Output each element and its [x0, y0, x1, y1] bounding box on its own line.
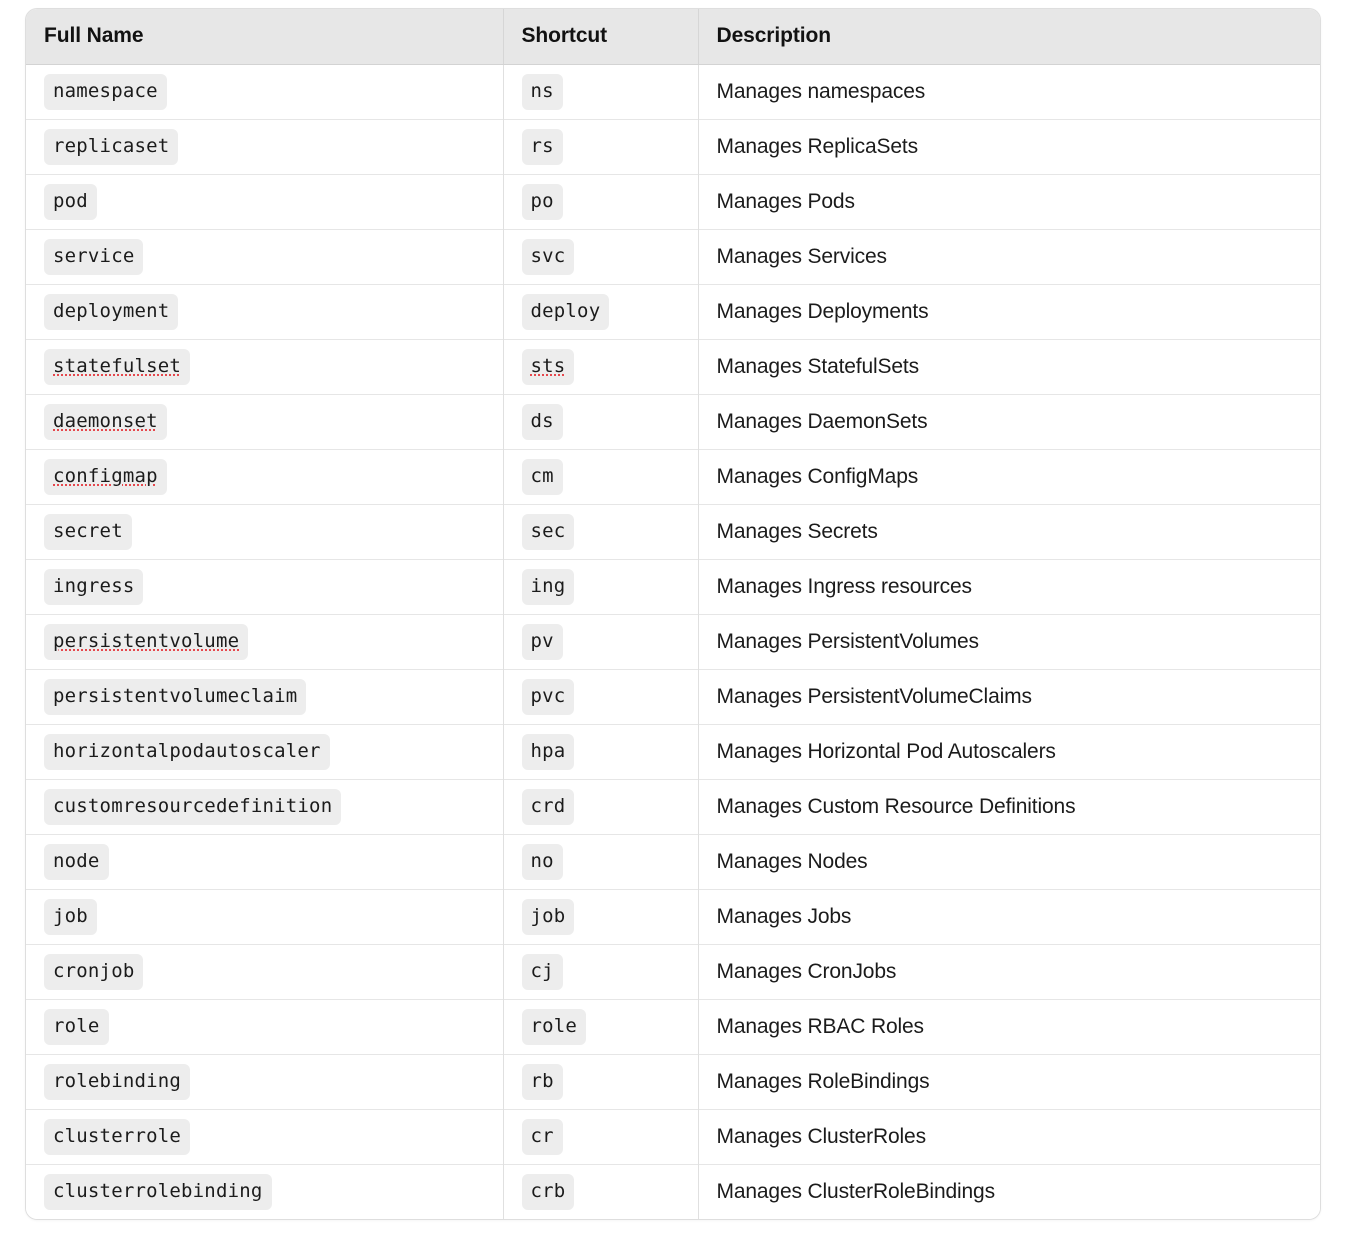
- cell-description: [698, 64, 1320, 119]
- cell-full-name: [26, 1164, 503, 1219]
- shortcut-code-chip: cj: [522, 954, 563, 990]
- table-row: [26, 779, 1320, 834]
- shortcut-code-chip: ds: [522, 404, 563, 440]
- cell-full-name: [26, 834, 503, 889]
- shortcut-code-chip: deploy: [522, 294, 610, 330]
- shortcut-code-chip: crb: [522, 1174, 575, 1210]
- description-text: Manages Custom Resource Definitions: [716, 794, 1076, 818]
- table-row: [26, 119, 1320, 174]
- cell-shortcut: [503, 614, 698, 669]
- table-row: [26, 669, 1320, 724]
- description-text: Manages PersistentVolumes: [716, 629, 979, 653]
- cell-shortcut: [503, 394, 698, 449]
- description-text: Manages ClusterRoles: [716, 1124, 926, 1148]
- table-row: [26, 339, 1320, 394]
- full-name-code-chip: namespace: [44, 74, 167, 110]
- table-header-row: [26, 9, 1320, 64]
- cell-full-name: [26, 284, 503, 339]
- table-row: [26, 1109, 1320, 1164]
- cell-description: [698, 284, 1320, 339]
- column-header-description: Description: [698, 9, 1320, 64]
- table-row: [26, 944, 1320, 999]
- column-header-full-name: Full Name: [26, 9, 503, 64]
- cell-shortcut: [503, 669, 698, 724]
- full-name-code-chip: ingress: [44, 569, 143, 605]
- full-name-code-chip: node: [44, 844, 109, 880]
- full-name-code-chip: horizontalpodautoscaler: [44, 734, 330, 770]
- cell-shortcut: [503, 999, 698, 1054]
- table-row: [26, 834, 1320, 889]
- shortcut-code-chip: pvc: [522, 679, 575, 715]
- full-name-code-chip: clusterrolebinding: [44, 1174, 272, 1210]
- shortcut-code-chip: crd: [522, 789, 575, 825]
- shortcut-code-chip: sts: [522, 349, 575, 385]
- cell-description: [698, 779, 1320, 834]
- cell-shortcut: [503, 284, 698, 339]
- full-name-code-chip: configmap: [44, 459, 167, 495]
- cell-shortcut: [503, 339, 698, 394]
- full-name-code-chip: statefulset: [44, 349, 190, 385]
- full-name-code-chip: role: [44, 1009, 109, 1045]
- cell-full-name: [26, 889, 503, 944]
- table-row: [26, 889, 1320, 944]
- cell-description: [698, 174, 1320, 229]
- kubernetes-resource-shortcuts-table: [26, 9, 1320, 1219]
- table-row: [26, 1054, 1320, 1109]
- table-row: [26, 174, 1320, 229]
- full-name-code-chip: rolebinding: [44, 1064, 190, 1100]
- cell-description: [698, 449, 1320, 504]
- shortcut-code-chip: cm: [522, 459, 563, 495]
- resource-shortcuts-table-card: [25, 8, 1321, 1220]
- full-name-code-chip: persistentvolumeclaim: [44, 679, 306, 715]
- cell-description: [698, 724, 1320, 779]
- shortcut-code-chip: no: [522, 844, 563, 880]
- cell-full-name: [26, 449, 503, 504]
- description-text: Manages RBAC Roles: [716, 1014, 924, 1038]
- full-name-code-chip: service: [44, 239, 143, 275]
- cell-description: [698, 394, 1320, 449]
- cell-full-name: [26, 339, 503, 394]
- full-name-code-chip: clusterrole: [44, 1119, 190, 1155]
- full-name-code-chip: daemonset: [44, 404, 167, 440]
- table-row: [26, 394, 1320, 449]
- description-text: Manages Ingress resources: [716, 574, 972, 598]
- cell-full-name: [26, 119, 503, 174]
- description-text: Manages StatefulSets: [716, 354, 919, 378]
- cell-description: [698, 1164, 1320, 1219]
- cell-full-name: [26, 614, 503, 669]
- shortcut-code-chip: pv: [522, 624, 563, 660]
- shortcut-code-chip: svc: [522, 239, 575, 275]
- full-name-code-chip: persistentvolume: [44, 624, 248, 660]
- description-text: Manages Services: [716, 244, 887, 268]
- cell-description: [698, 229, 1320, 284]
- cell-shortcut: [503, 119, 698, 174]
- cell-shortcut: [503, 944, 698, 999]
- cell-description: [698, 614, 1320, 669]
- cell-description: [698, 999, 1320, 1054]
- cell-full-name: [26, 394, 503, 449]
- cell-shortcut: [503, 559, 698, 614]
- cell-shortcut: [503, 229, 698, 284]
- cell-full-name: [26, 504, 503, 559]
- cell-shortcut: [503, 1109, 698, 1164]
- cell-shortcut: [503, 724, 698, 779]
- cell-description: [698, 119, 1320, 174]
- cell-full-name: [26, 174, 503, 229]
- cell-full-name: [26, 779, 503, 834]
- full-name-code-chip: replicaset: [44, 129, 178, 165]
- description-text: Manages Deployments: [716, 299, 929, 323]
- description-text: Manages PersistentVolumeClaims: [716, 684, 1032, 708]
- description-text: Manages ReplicaSets: [716, 134, 918, 158]
- cell-description: [698, 339, 1320, 394]
- cell-shortcut: [503, 834, 698, 889]
- description-text: Manages RoleBindings: [716, 1069, 930, 1093]
- table-row: [26, 559, 1320, 614]
- full-name-code-chip: cronjob: [44, 954, 143, 990]
- cell-full-name: [26, 64, 503, 119]
- full-name-code-chip: deployment: [44, 294, 178, 330]
- cell-full-name: [26, 944, 503, 999]
- full-name-code-chip: job: [44, 899, 97, 935]
- cell-shortcut: [503, 174, 698, 229]
- table-header: [26, 9, 1320, 64]
- shortcut-code-chip: ns: [522, 74, 563, 110]
- cell-full-name: [26, 1109, 503, 1164]
- full-name-code-chip: pod: [44, 184, 97, 220]
- description-text: Manages namespaces: [716, 79, 926, 103]
- table-body: [26, 64, 1320, 1219]
- cell-full-name: [26, 999, 503, 1054]
- shortcut-code-chip: role: [522, 1009, 587, 1045]
- shortcut-code-chip: sec: [522, 514, 575, 550]
- cell-full-name: [26, 724, 503, 779]
- table-row: [26, 449, 1320, 504]
- cell-full-name: [26, 229, 503, 284]
- cell-description: [698, 834, 1320, 889]
- cell-shortcut: [503, 889, 698, 944]
- shortcut-code-chip: rs: [522, 129, 563, 165]
- cell-shortcut: [503, 504, 698, 559]
- cell-description: [698, 944, 1320, 999]
- table-row: [26, 999, 1320, 1054]
- description-text: Manages CronJobs: [716, 959, 897, 983]
- table-row: [26, 1164, 1320, 1219]
- cell-shortcut: [503, 779, 698, 834]
- full-name-code-chip: customresourcedefinition: [44, 789, 341, 825]
- cell-shortcut: [503, 1054, 698, 1109]
- table-row: [26, 64, 1320, 119]
- description-text: Manages ClusterRoleBindings: [716, 1179, 995, 1203]
- cell-description: [698, 1054, 1320, 1109]
- shortcut-code-chip: rb: [522, 1064, 563, 1100]
- description-text: Manages DaemonSets: [716, 409, 928, 433]
- cell-description: [698, 669, 1320, 724]
- cell-full-name: [26, 1054, 503, 1109]
- description-text: Manages Jobs: [716, 904, 852, 928]
- cell-description: [698, 1109, 1320, 1164]
- cell-description: [698, 889, 1320, 944]
- full-name-code-chip: secret: [44, 514, 132, 550]
- description-text: Manages ConfigMaps: [716, 464, 919, 488]
- description-text: Manages Horizontal Pod Autoscalers: [716, 739, 1056, 763]
- table-row: [26, 284, 1320, 339]
- cell-full-name: [26, 559, 503, 614]
- table-row: [26, 614, 1320, 669]
- cell-full-name: [26, 669, 503, 724]
- shortcut-code-chip: po: [522, 184, 563, 220]
- description-text: Manages Nodes: [716, 849, 868, 873]
- table-row: [26, 504, 1320, 559]
- description-text: Manages Secrets: [716, 519, 878, 543]
- cell-shortcut: [503, 1164, 698, 1219]
- cell-shortcut: [503, 449, 698, 504]
- description-text: Manages Pods: [716, 189, 855, 213]
- table-row: [26, 724, 1320, 779]
- column-header-shortcut: Shortcut: [503, 9, 698, 64]
- cell-shortcut: [503, 64, 698, 119]
- shortcut-code-chip: ing: [522, 569, 575, 605]
- shortcut-code-chip: job: [522, 899, 575, 935]
- shortcut-code-chip: hpa: [522, 734, 575, 770]
- cell-description: [698, 504, 1320, 559]
- shortcut-code-chip: cr: [522, 1119, 563, 1155]
- table-row: [26, 229, 1320, 284]
- cell-description: [698, 559, 1320, 614]
